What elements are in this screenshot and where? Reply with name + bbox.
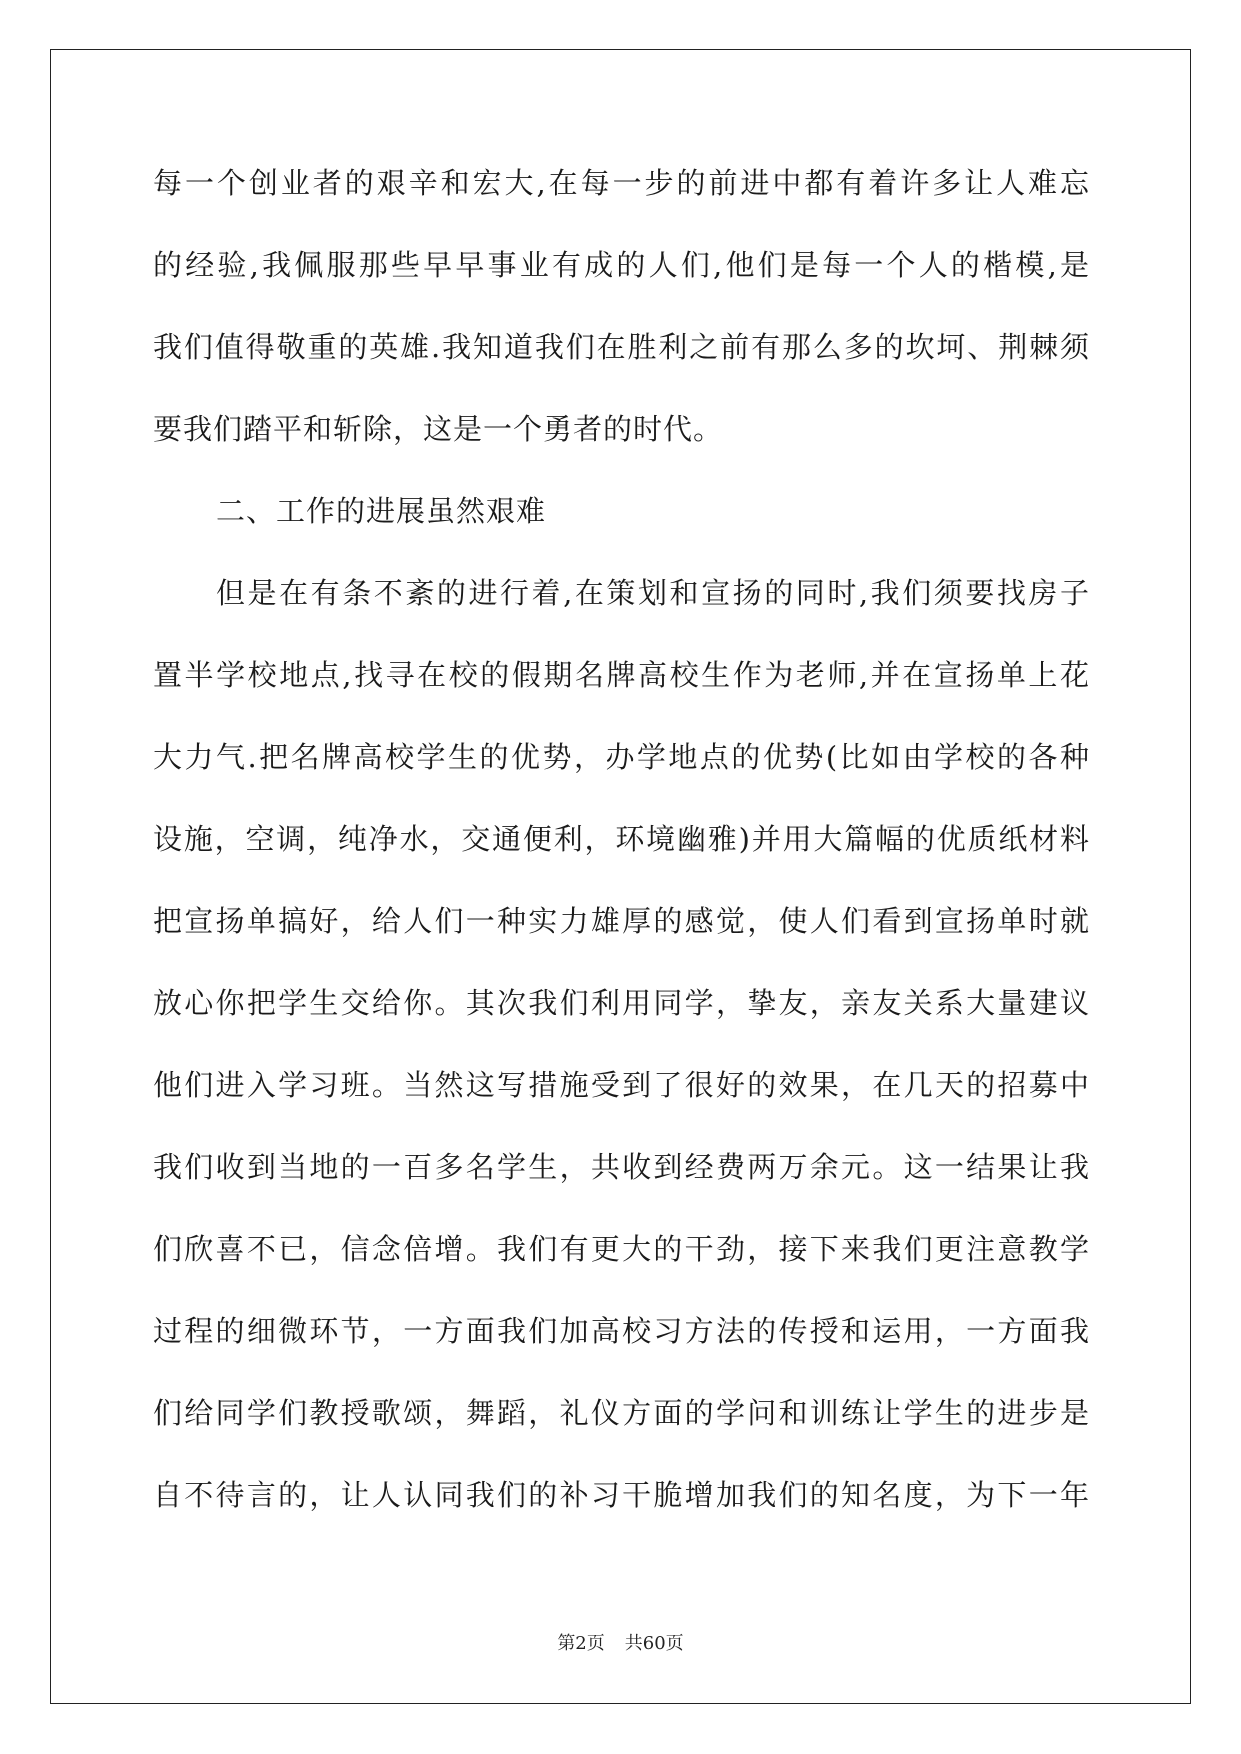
page-total: 共60页 xyxy=(624,1633,684,1654)
section-heading: 二、工作的进展虽然艰难 xyxy=(216,494,547,528)
text-line: 每一个创业者的艰辛和宏大,在每一步的前进中都有着许多让人难忘 xyxy=(153,166,1090,200)
text-line: 的经验,我佩服那些早早事业有成的人们,他们是每一个人的楷模,是 xyxy=(153,248,1090,282)
text-line: 自不待言的，让人认同我们的补习干脆增加我们的知名度，为下一年 xyxy=(153,1478,1090,1512)
text-line: 们欣喜不已，信念倍增。我们有更大的干劲，接下来我们更注意教学 xyxy=(153,1232,1090,1266)
paragraph-2 xyxy=(153,572,1090,1556)
text-line: 放心你把学生交给你。其次我们利用同学，挚友，亲友关系大量建议 xyxy=(153,986,1090,1020)
text-line: 他们进入学习班。当然这写措施受到了很好的效果，在几天的招募中 xyxy=(153,1068,1090,1102)
text-line: 我们值得敬重的英雄.我知道我们在胜利之前有那么多的坎坷、荆棘须 xyxy=(153,330,1090,364)
text-line: 但是在有条不紊的进行着,在策划和宣扬的同时,我们须要找房子 xyxy=(216,576,1090,610)
text-line: 把宣扬单搞好，给人们一种实力雄厚的感觉，使人们看到宣扬单时就 xyxy=(153,904,1090,938)
text-line: 们给同学们教授歌颂，舞蹈，礼仪方面的学问和训练让学生的进步是 xyxy=(153,1396,1090,1430)
document-body xyxy=(153,162,1090,1556)
page-number: 第2页 xyxy=(557,1633,605,1654)
text-line: 过程的细微环节，一方面我们加高校习方法的传授和运用，一方面我 xyxy=(153,1314,1090,1348)
paragraph-1 xyxy=(153,162,1090,490)
text-line: 要我们踏平和斩除，这是一个勇者的时代。 xyxy=(153,412,724,446)
text-line: 我们收到当地的一百多名学生，共收到经费两万余元。这一结果让我 xyxy=(153,1150,1090,1184)
page-footer xyxy=(0,1629,1241,1655)
text-line: 设施，空调，纯净水，交通便利，环境幽雅)并用大篇幅的优质纸材料 xyxy=(153,822,1090,856)
text-line: 大力气.把名牌高校学生的优势，办学地点的优势(比如由学校的各种 xyxy=(153,740,1090,774)
text-line: 置半学校地点,找寻在校的假期名牌高校生作为老师,并在宣扬单上花 xyxy=(153,658,1090,692)
